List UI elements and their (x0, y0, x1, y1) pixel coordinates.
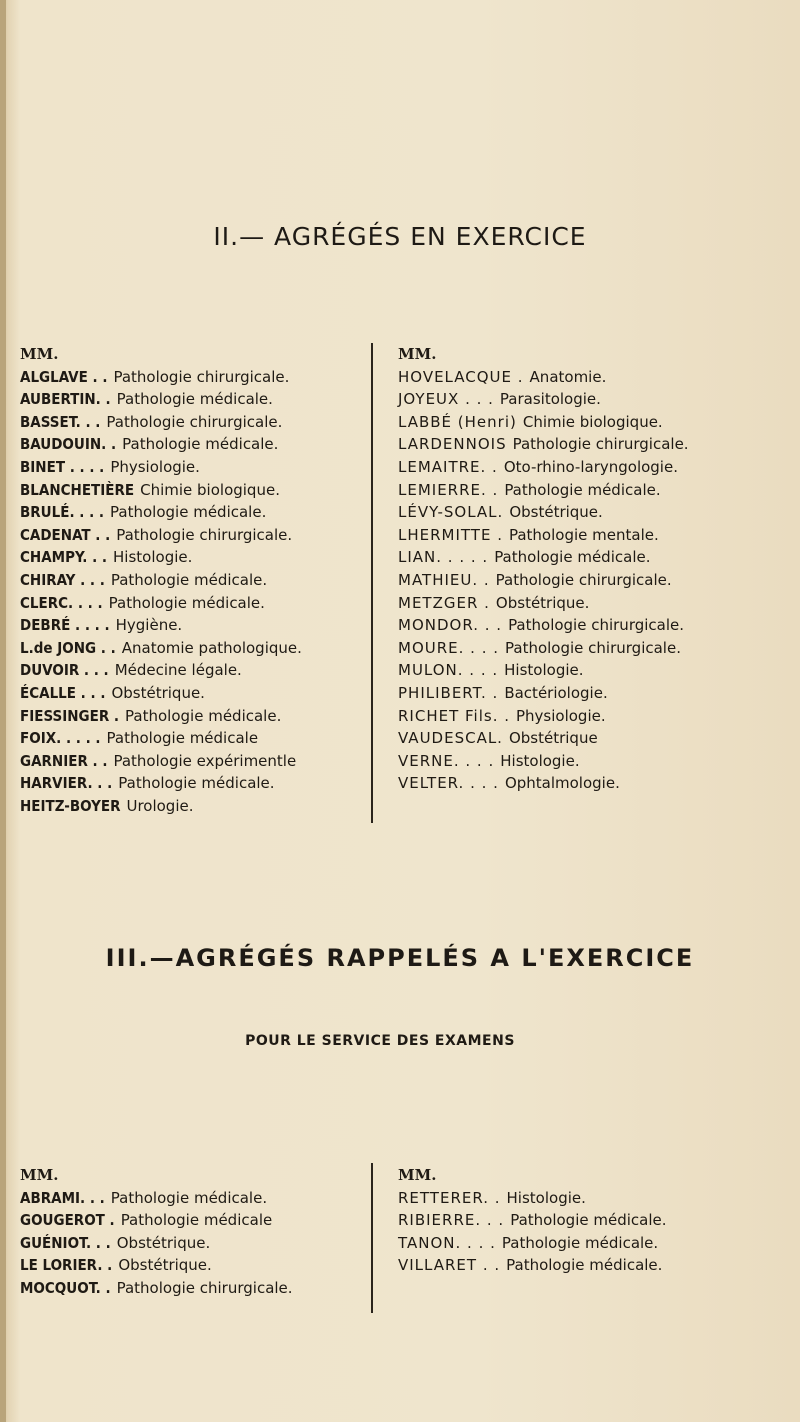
list-item (20, 388, 302, 411)
list-item (20, 682, 302, 705)
specialty: Obstétrique (508, 729, 598, 748)
person-name: RETTERER. . (398, 1188, 501, 1207)
list-item (20, 637, 302, 660)
list-item (398, 524, 689, 547)
column-header: MM. (398, 1166, 437, 1184)
list-item (20, 524, 302, 547)
specialty: Pathologie médicale. (501, 1233, 659, 1252)
active-right-column (398, 343, 689, 795)
specialty: Physiologie. (110, 457, 200, 476)
specialty: Histologie. (506, 1188, 586, 1207)
person-name: CADENAT . . (20, 525, 111, 544)
person-name: L.de JONG . . (20, 638, 116, 657)
list-item (20, 411, 302, 434)
person-name: TANON. . . . (398, 1233, 496, 1252)
section-title-active: II.— AGRÉGÉS EN EXERCICE (213, 222, 587, 251)
specialty: Pathologie médicale. (122, 435, 279, 454)
list-item (20, 501, 302, 524)
list-item (20, 1187, 293, 1210)
column-header: MM. (20, 345, 59, 363)
person-name: FIESSINGER . (20, 706, 120, 725)
list-item (398, 456, 689, 479)
list-item (20, 479, 302, 502)
list-item (20, 1277, 293, 1300)
list-item (398, 727, 689, 750)
section-subtitle-recalled: POUR LE SERVICE DES EXAMENS (245, 1033, 515, 1049)
specialty: Obstétrique. (116, 1233, 211, 1252)
person-name: CLERC. . . . (20, 593, 103, 612)
specialty: Urologie. (126, 796, 194, 815)
person-name: MOCQUOT. . (20, 1278, 111, 1297)
specialty: Histologie. (504, 661, 584, 680)
specialty: Obstétrique. (495, 593, 590, 612)
column-header: MM. (398, 345, 437, 363)
list-item (20, 1254, 293, 1277)
person-name: MATHIEU. . (398, 570, 490, 589)
specialty: Pathologie chirurgicale. (116, 525, 293, 544)
person-name: LEMAITRE. . (398, 457, 498, 476)
list-item (398, 433, 689, 456)
person-name: MULON. . . . (398, 661, 499, 680)
specialty: Pathologie médicale. (510, 1211, 667, 1230)
person-name: ALGLAVE . . (20, 367, 108, 386)
list-item (20, 727, 302, 750)
list-item (398, 1187, 667, 1210)
specialty: Pathologie chirurgicale. (505, 638, 681, 657)
page-binding-edge (0, 0, 6, 1422)
person-name: LABBÉ (Henri) (398, 412, 517, 431)
person-name: MONDOR. . . (398, 616, 503, 635)
person-name: CHAMPY. . . (20, 548, 108, 567)
column-divider (371, 343, 373, 823)
person-name: LEMIERRE. . (398, 480, 499, 499)
person-name: VILLARET . . (398, 1256, 501, 1275)
person-name: LHERMITTE . (398, 525, 503, 544)
list-item (398, 1254, 667, 1277)
list-item (398, 705, 689, 728)
list-item (20, 592, 302, 615)
list-item (20, 772, 302, 795)
specialty: Pathologie médicale. (504, 480, 661, 499)
list-item (398, 750, 689, 773)
person-name: DUVOIR . . . (20, 661, 109, 680)
person-name: LE LORIER. . (20, 1256, 113, 1275)
person-name: JOYEUX . . . (398, 390, 494, 409)
specialty: Bactériologie. (504, 683, 608, 702)
specialty: Pathologie médicale (120, 1211, 273, 1230)
list-item (398, 546, 689, 569)
list-item (20, 569, 302, 592)
specialty: Obstétrique. (111, 683, 205, 702)
specialty: Pathologie expérimentle (113, 751, 297, 770)
list-item (398, 411, 689, 434)
specialty: Pathologie chirurgicale. (512, 435, 689, 454)
person-name: ABRAMI. . . (20, 1188, 105, 1207)
specialty: Pathologie chirurgicale. (116, 1278, 293, 1297)
specialty: Pathologie médicale. (110, 570, 268, 589)
person-name: HEITZ-BOYER (20, 796, 121, 815)
list-item (20, 795, 302, 818)
specialty: Pathologie chirurgicale. (508, 616, 685, 635)
person-name: ÉCALLE . . . (20, 683, 106, 702)
list-item (398, 501, 689, 524)
specialty: Chimie biologique. (140, 480, 280, 499)
list-item (398, 637, 689, 660)
list-item (20, 750, 302, 773)
person-name: GARNIER . . (20, 751, 108, 770)
section-title-recalled: III.—AGRÉGÉS RAPPELÉS A L'EXERCICE (105, 944, 695, 972)
specialty: Ophtalmologie. (504, 774, 620, 793)
specialty: Histologie. (113, 548, 193, 567)
specialty: Pathologie médicale. (125, 706, 282, 725)
recalled-right-column (398, 1164, 667, 1277)
column-divider (371, 1163, 373, 1313)
list-item (398, 1209, 667, 1232)
specialty: Pathologie chirurgicale. (495, 570, 672, 589)
person-name: PHILIBERT. . (398, 683, 499, 702)
person-name: BAUDOUIN. . (20, 435, 117, 454)
specialty: Histologie. (500, 751, 580, 770)
specialty: Pathologie médicale. (116, 390, 273, 409)
person-name: GUÉNIOT. . . (20, 1233, 111, 1252)
person-name: VAUDESCAL. (398, 729, 503, 748)
list-item (398, 569, 689, 592)
specialty: Oto-rhino-laryngologie. (503, 457, 678, 476)
list-item (20, 456, 302, 479)
person-name: FOIX. . . . . (20, 729, 101, 748)
column-header: MM. (20, 1166, 59, 1184)
list-item (398, 388, 689, 411)
person-name: RICHET Fils. . (398, 706, 510, 725)
specialty: Pathologie médicale. (118, 774, 275, 793)
person-name: DEBRÉ . . . . (20, 616, 110, 635)
specialty: Médecine légale. (114, 661, 242, 680)
person-name: BASSET. . . (20, 412, 101, 431)
specialty: Pathologie médicale. (506, 1256, 663, 1275)
person-name: BLANCHETIÈRE (20, 480, 135, 499)
person-name: BINET . . . . (20, 457, 105, 476)
list-item (20, 659, 302, 682)
list-item (20, 1232, 293, 1255)
specialty: Parasitologie. (499, 390, 601, 409)
list-item (20, 546, 302, 569)
specialty: Pathologie chirurgicale. (113, 367, 290, 386)
list-item (20, 366, 302, 389)
person-name: VERNE. . . . (398, 751, 495, 770)
specialty: Pathologie médicale (106, 729, 259, 748)
specialty: Hygiène. (115, 616, 183, 635)
person-name: CHIRAY . . . (20, 570, 105, 589)
person-name: HOVELACQUE . (398, 367, 524, 386)
specialty: Chimie biologique. (522, 412, 663, 431)
specialty: Obstétrique. (118, 1256, 212, 1275)
active-left-column (20, 343, 302, 817)
person-name: HARVIER. . . (20, 774, 113, 793)
person-name: METZGER . (398, 593, 490, 612)
list-item (398, 772, 689, 795)
specialty: Pathologie chirurgicale. (106, 412, 283, 431)
specialty: Pathologie médicale. (108, 593, 265, 612)
list-item (20, 705, 302, 728)
specialty: Pathologie médicale. (110, 503, 267, 522)
person-name: RIBIERRE. . . (398, 1211, 505, 1230)
person-name: BRULÉ. . . . (20, 503, 105, 522)
person-name: VELTER. . . . (398, 774, 499, 793)
specialty: Pathologie médicale. (110, 1188, 268, 1207)
recalled-left-column (20, 1164, 293, 1300)
list-item (398, 614, 689, 637)
person-name: LÉVY-SOLAL. (398, 503, 504, 522)
list-item (398, 682, 689, 705)
person-name: GOUGEROT . (20, 1211, 115, 1230)
specialty: Anatomie. (529, 367, 607, 386)
list-item (398, 479, 689, 502)
list-item (398, 1232, 667, 1255)
list-item (20, 614, 302, 637)
specialty: Pathologie mentale. (508, 525, 659, 544)
specialty: Anatomie pathologique. (121, 638, 302, 657)
specialty: Obstétrique. (509, 503, 603, 522)
specialty: Physiologie. (516, 706, 606, 725)
person-name: LIAN. . . . . (398, 548, 489, 567)
list-item (398, 366, 689, 389)
person-name: MOURE. . . . (398, 638, 500, 657)
list-item (20, 1209, 293, 1232)
specialty: Pathologie médicale. (494, 548, 651, 567)
list-item (398, 659, 689, 682)
list-item (20, 433, 302, 456)
person-name: AUBERTIN. . (20, 390, 111, 409)
list-item (398, 592, 689, 615)
person-name: LARDENNOIS (398, 435, 507, 454)
